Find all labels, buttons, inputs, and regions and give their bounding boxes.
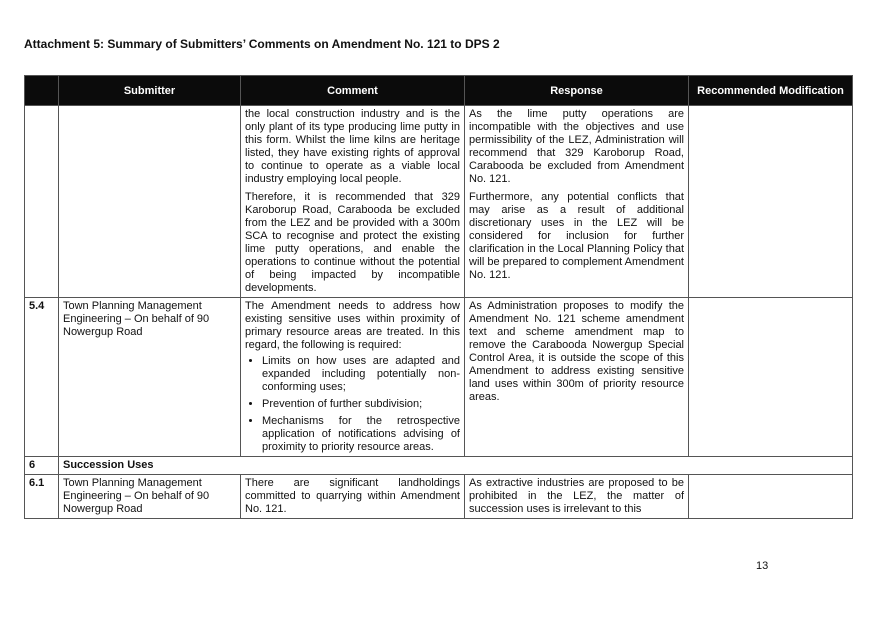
header-response: Response (465, 76, 689, 106)
submitter-cell: Town Planning Management Engineering – On behalf of 90 Nowergup Road (59, 475, 241, 519)
submitter-cell: Town Planning Management Engineering – On behalf of 90 Nowergup Road (59, 298, 241, 457)
table-row (25, 106, 853, 298)
comment-bullet: • Limits on how uses are adapted and expanded including potentially non-conforming uses; (262, 355, 460, 394)
document-heading: Attachment 5: Summary of Submitters’ Comments on Amendment No. 121 to DPS 2 (24, 37, 500, 51)
section-row (25, 457, 853, 475)
section-number-cell: 6 (25, 457, 59, 475)
table-row (25, 475, 853, 519)
comment-paragraph: Therefore, it is recommended that 329 Karoborup Road, Carabooda be excluded from the LEZ and be provided with a 300m SCA to recognise and protect the existing lime putty operations, and enable the operations to continue without the potential of being impacted by incompatible developments. (245, 191, 460, 294)
response-cell (465, 106, 689, 298)
header-modification: Recommended Modification (689, 76, 853, 106)
response-cell: As Administration proposes to modify the Amendment No. 121 scheme amendment text and scheme amendment map to remove the Carabooda Nowergup Special Control Area, it is outside the scope of this Amendment to address existing sensitive land uses within 300m of priority resource areas. (465, 298, 689, 457)
comment-cell (241, 106, 465, 298)
header-submitter: Submitter (59, 76, 241, 106)
table-row (25, 298, 853, 457)
comment-bullet-list (245, 355, 460, 454)
comment-paragraph: The Amendment needs to address how existing sensitive uses within proximity of primary resource areas are treated. In this regard, the following is required: (245, 300, 460, 351)
row-number-cell: 6.1 (25, 475, 59, 519)
submissions-table (24, 75, 853, 519)
section-title-cell: Succession Uses (59, 457, 853, 475)
comment-cell: There are significant landholdings committed to quarrying within Amendment No. 121. (241, 475, 465, 519)
modification-cell (689, 475, 853, 519)
comment-bullet: • Prevention of further subdivision; (262, 398, 460, 411)
response-paragraph: As the lime putty operations are incompatible with the objectives and use permissibility of the LEZ, Administration will recommend that 329 Karoborup Road, Carabooda be excluded from Amendment No. 121. (469, 108, 684, 185)
page-number: 13 (756, 560, 769, 572)
response-paragraph: Furthermore, any potential conflicts that may arise as a result of additional discretionary uses in the LEZ will be considered for inclusion for further clarification in the Local Planning Policy that will be prepared to complement Amendment No. 121. (469, 191, 684, 281)
row-number-cell: 5.4 (25, 298, 59, 457)
header-comment: Comment (241, 76, 465, 106)
row-number-cell (25, 106, 59, 298)
table-header-row (25, 76, 853, 106)
header-number (25, 76, 59, 106)
response-cell: As extractive industries are proposed to be prohibited in the LEZ, the matter of succession uses is irrelevant to this (465, 475, 689, 519)
modification-cell (689, 298, 853, 457)
submitter-cell (59, 106, 241, 298)
comment-paragraph: the local construction industry and is the only plant of its type producing lime putty in this form. Whilst the lime kilns are heritage listed, they have existing rights of approval to continue to operate as a viable local industry employing local people. (245, 108, 460, 185)
comment-cell (241, 298, 465, 457)
comment-bullet: • Mechanisms for the retrospective application of notifications advising of proximity to priority resource areas. (262, 415, 460, 454)
modification-cell (689, 106, 853, 298)
